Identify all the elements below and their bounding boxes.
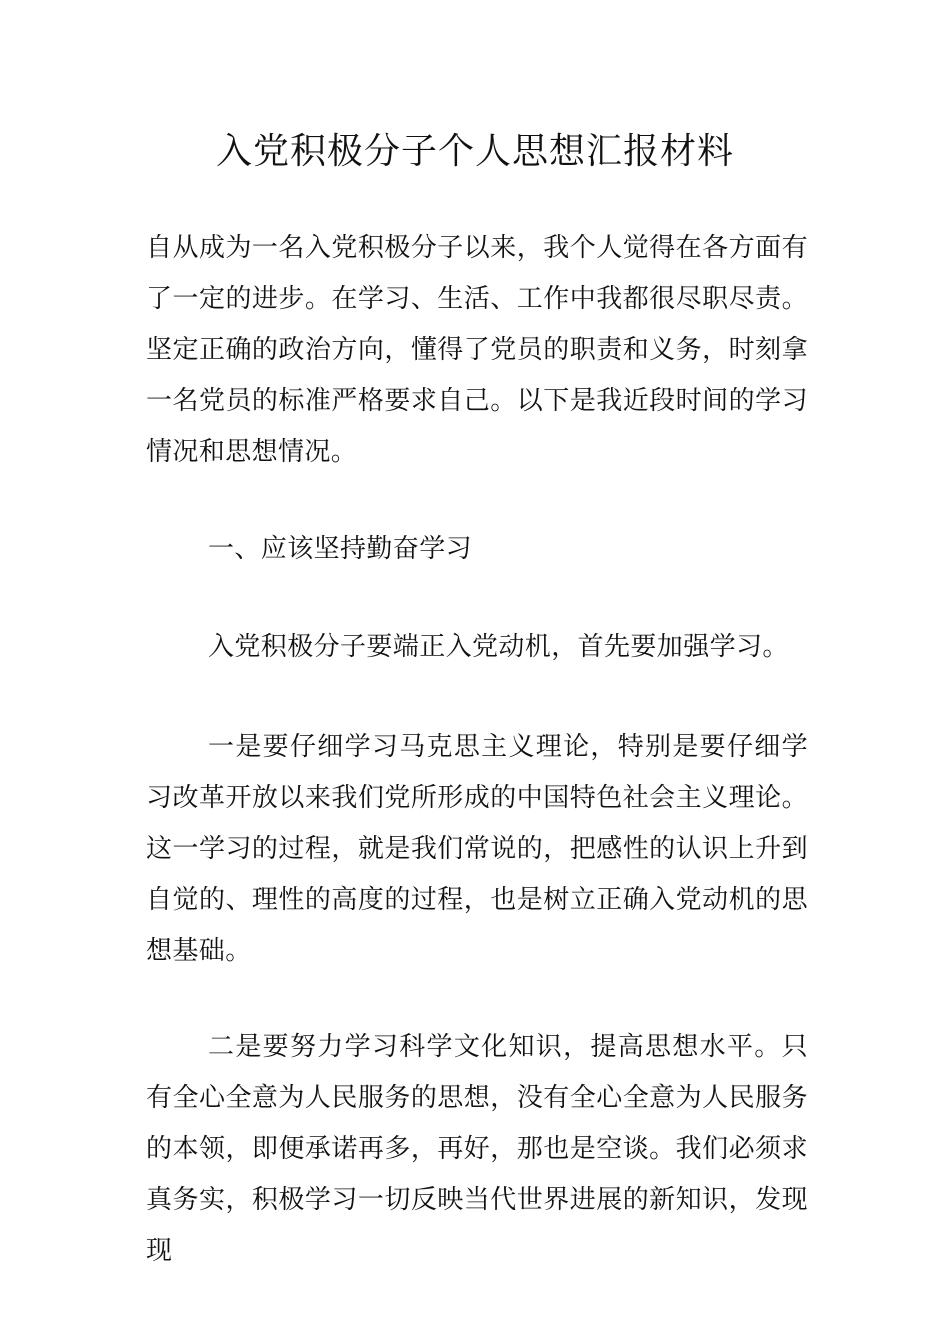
point-one-paragraph: 一是要仔细学习马克思主义理论，特别是要仔细学习改革开放以来我们党所形成的中国特色社会主义理论。这一学习的过程，就是我们常说的，把感性的认识上升到自觉的、理性的高度的过程，也是树立正确入党动机的思想基础。 — [146, 732, 808, 966]
document-title: 入党积极分子个人思想汇报材料 — [215, 131, 734, 172]
intro-paragraph: 自从成为一名入党积极分子以来，我个人觉得在各方面有了一定的进步。在学习、生活、工作中我都很尽职尽责。坚定正确的政治方向，懂得了党员的职责和义务，时刻拿一名党员的标准严格要求自己。以下是我近段时间的学习情况和思想情况。 — [146, 233, 808, 467]
section-heading: 一、应该坚持勤奋学习 — [208, 534, 473, 564]
motive-paragraph: 入党积极分子要端正入党动机，首先要加强学习。 — [208, 632, 789, 662]
point-two-paragraph: 二是要努力学习科学文化知识，提高思想水平。只有全心全意为人民服务的思想，没有全心全意为人民服务的本领，即便承诺再多，再好，那也是空谈。我们必须求真务实，积极学习一切反映当代世界进展的新知识，发现现 — [146, 1032, 808, 1266]
